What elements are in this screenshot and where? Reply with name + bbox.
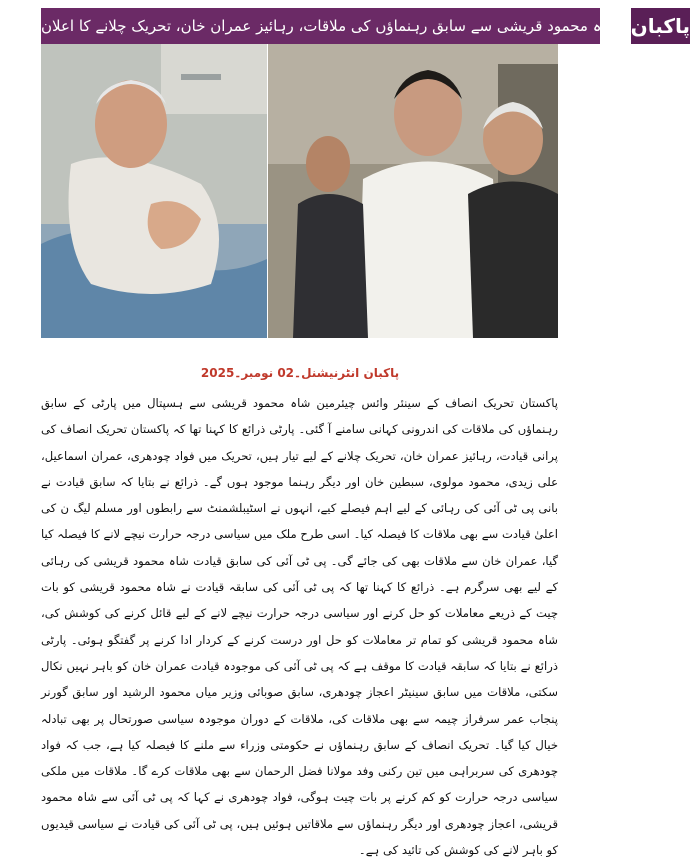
- dateline: پاکبان انٹرنیشنل۔02 نومبر۔2025: [200, 366, 400, 380]
- article-body: پاکستان تحریک انصاف کے سینئر وائس چیئرمین شاہ محمود قریشی سے ہسپتال میں پارٹی کے سابق رہنماؤں کی ملاقات کی اندرونی کہانی سامنے آ گئی۔ پارٹی ذرائع کا کہنا تھا کہ پاکستان تحریک انصاف کی پرانی قیادت، رہائیز عمران خان، تحریک چلانے کے لیے تیار ہیں، تحریک میں فواد چودھری، عمران اسماعیل، علی زیدی، محمود مولوی، سبطین خان اور دیگر رہنما موجود ہوں گے۔ ذرائع نے بتایا کہ سابق قیادت نے بانی پی ٹی آئی کی رہائی کے لیے اہم فیصلے کیے، انہوں نے اسٹیبلشمنٹ سے رابطوں اور مسلم لیگ ن کی اعلیٰ قیادت سے بھی ملاقات کا فیصلہ کیا۔ اسی طرح ملک میں سیاسی درجہ حرارت نیچے لانے کا فیصلہ کیا گیا، عمران خان سے ملاقات بھی کی جائے گی۔ پی ٹی آئی کی سابق قیادت شاہ محمود قریشی کی رہائی کے لیے بھی سرگرم ہے۔ ذرائع کا کہنا تھا کہ پی ٹی آئی کی سابقہ قیادت نے شاہ محمود قریشی کو بات چیت کے ذریعے معاملات کو حل کرنے اور سیاسی درجہ حرارت نیچے لانے کے لیے قائل کرنے کی کوشش کی، شاہ محمود قریشی کو تمام تر معاملات کو حل اور درست کرنے کے کردار ادا کرنے پر گفتگو ہوئی۔ پارٹی ذرائع نے بتایا کہ سابقہ قیادت کا موقف ہے کہ پی ٹی آئی کی موجودہ قیادت عمران خان کو باہر نہیں نکال سکتی، ملاقات میں سابق سینیٹر اعجاز چودھری، سابق صوبائی وزیر میاں محمود الرشید اور سابق گورنر پنجاب عمر سرفراز چیمہ سے بھی ملاقات کی، ملاقات کے دوران موجودہ سیاسی صورتحال پر بھی تبادلہ خیال کیا گیا۔ تحریک انصاف کے سابق رہنماؤں نے حکومتی وزراء سے ملنے کا فیصلہ کیا ہے، جب کہ فواد چودھری کی سربراہی میں تین رکنی وفد مولانا فضل الرحمان سے بھی ملاقات کرے گا۔ ملاقات میں ملکی سیاسی درجہ حرارت کو کم کرنے پر بات چیت ہوگی، فواد چودھری نے کہا کہ پی ٹی آئی سے شاہ محمود قریشی، اعجاز چودھری اور دیگر رہنماؤں سے ملاقاتیں ہوئیں ہیں، پی ٹی آئی کی قیادت نے سیاسی قیدیوں کو باہر لانے کی کوشش کی تائید کی ہے۔: [41, 396, 558, 858]
- leaders-photo: [268, 44, 558, 338]
- headline-banner: [41, 8, 690, 44]
- hospital-photo: [41, 44, 267, 338]
- brand-logo: پاکبان: [629, 8, 690, 44]
- headline-title: شاہ محمود قریشی سے سابق رہنماؤں کی ملاقات، رہائیز عمران خان، تحریک چلانے کا اعلان: [41, 17, 619, 35]
